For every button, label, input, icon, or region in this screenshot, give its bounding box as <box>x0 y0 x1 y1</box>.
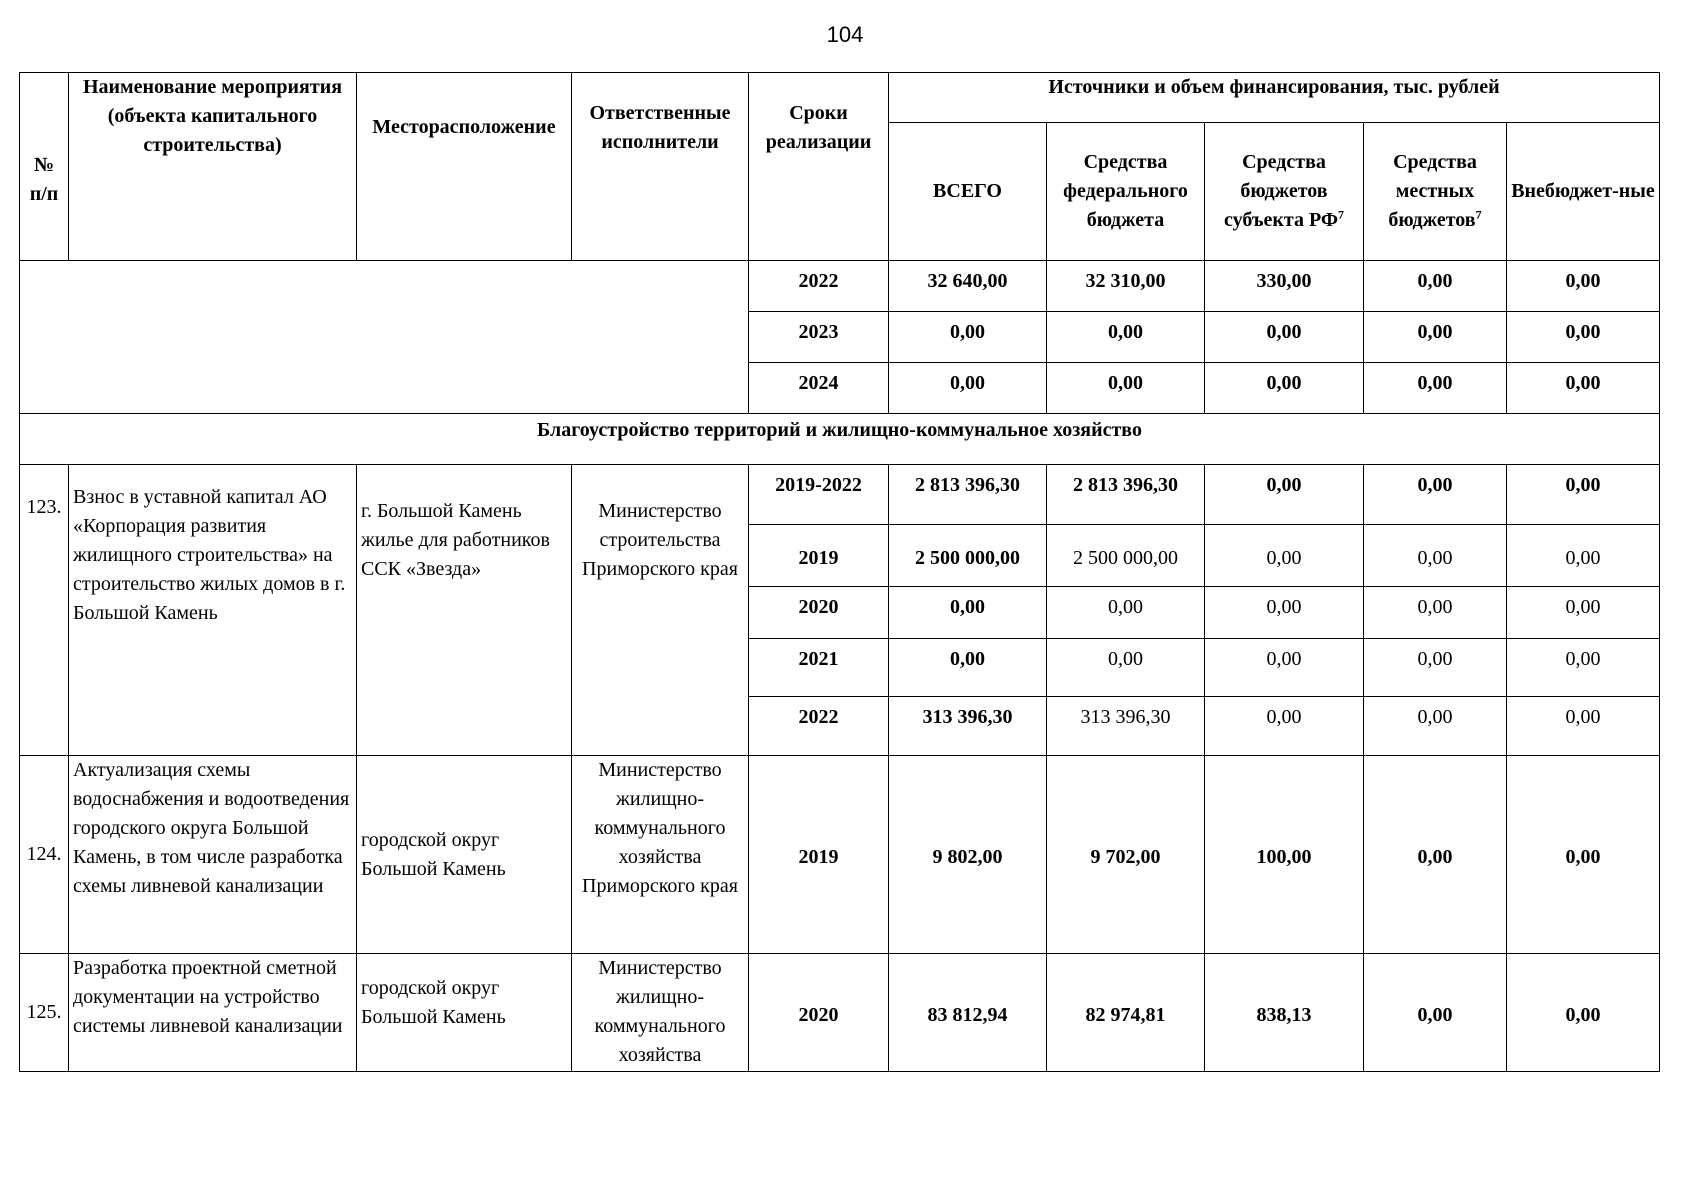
extra-cell: 0,00 <box>1507 587 1660 639</box>
regional-cell: 0,00 <box>1205 363 1364 414</box>
item-location: г. Большой Камень жилье для работников ССК «Звезда» <box>357 465 572 756</box>
section-title: Благоустройство территорий и жилищно-коммунальное хозяйство <box>20 414 1660 465</box>
year-cell: 2019-2022 <box>749 465 889 525</box>
total-cell: 0,00 <box>889 312 1047 363</box>
item-number: 125. <box>20 954 69 1072</box>
year-cell: 2022 <box>749 261 889 312</box>
year-cell: 2022 <box>749 697 889 756</box>
total-cell: 313 396,30 <box>889 697 1047 756</box>
local-cell: 0,00 <box>1364 261 1507 312</box>
table-row <box>20 954 1660 1072</box>
year-cell: 2019 <box>749 756 889 954</box>
federal-cell: 0,00 <box>1047 363 1205 414</box>
year-cell: 2024 <box>749 363 889 414</box>
regional-cell: 0,00 <box>1205 697 1364 756</box>
federal-cell: 0,00 <box>1047 312 1205 363</box>
year-cell: 2019 <box>749 525 889 587</box>
header-federal: Средства федерального бюджета <box>1047 123 1205 261</box>
header-local: Средства местных бюджетов$^7$ <box>1364 123 1507 261</box>
table-row <box>20 465 1660 525</box>
year-cell: 2021 <box>749 639 889 697</box>
item-responsible: Министерство строительства Приморского края <box>572 465 749 756</box>
header-regional: Средства бюджетов субъекта $РФ^7$ <box>1205 123 1364 261</box>
extra-cell: 0,00 <box>1507 261 1660 312</box>
table-row <box>20 261 1660 312</box>
total-cell: 9 802,00 <box>889 756 1047 954</box>
total-cell: 0,00 <box>889 363 1047 414</box>
item-name: Разработка проектной сметной документации на устройство системы ливневой канализации <box>69 954 357 1072</box>
regional-cell: 0,00 <box>1205 465 1364 525</box>
regional-cell: 838,13 <box>1205 954 1364 1072</box>
total-cell: 2 813 396,30 <box>889 465 1047 525</box>
year-cell: 2023 <box>749 312 889 363</box>
federal-cell: 2 500 000,00 <box>1047 525 1205 587</box>
federal-cell: 0,00 <box>1047 587 1205 639</box>
financing-table <box>19 72 1660 1072</box>
extra-cell: 0,00 <box>1507 465 1660 525</box>
header-extra: Внебюджет-ные <box>1507 123 1660 261</box>
local-cell: 0,00 <box>1364 525 1507 587</box>
local-cell: 0,00 <box>1364 639 1507 697</box>
extra-cell: 0,00 <box>1507 697 1660 756</box>
regional-cell: 0,00 <box>1205 587 1364 639</box>
total-cell: 0,00 <box>889 587 1047 639</box>
regional-cell: 0,00 <box>1205 525 1364 587</box>
header-row-1 <box>20 73 1660 123</box>
federal-cell: 2 813 396,30 <box>1047 465 1205 525</box>
extra-cell: 0,00 <box>1507 363 1660 414</box>
total-cell: 0,00 <box>889 639 1047 697</box>
local-cell: 0,00 <box>1364 363 1507 414</box>
local-cell: 0,00 <box>1364 954 1507 1072</box>
regional-cell: 0,00 <box>1205 312 1364 363</box>
local-cell: 0,00 <box>1364 756 1507 954</box>
local-cell: 0,00 <box>1364 697 1507 756</box>
item-number: 124. <box>20 756 69 954</box>
total-cell: 32 640,00 <box>889 261 1047 312</box>
header-responsible: Ответственные исполнители <box>572 73 749 261</box>
total-cell: 83 812,94 <box>889 954 1047 1072</box>
table-row <box>20 756 1660 954</box>
local-cell: 0,00 <box>1364 465 1507 525</box>
regional-cell: 330,00 <box>1205 261 1364 312</box>
item-number: 123. <box>20 465 69 756</box>
extra-cell: 0,00 <box>1507 312 1660 363</box>
extra-cell: 0,00 <box>1507 756 1660 954</box>
section-row <box>20 414 1660 465</box>
extra-cell: 0,00 <box>1507 639 1660 697</box>
header-location: Месторасположение <box>357 73 572 261</box>
federal-cell: 32 310,00 <box>1047 261 1205 312</box>
item-responsible: Министерство жилищно-коммунального хозяйства Приморского края <box>572 756 749 954</box>
regional-cell: 100,00 <box>1205 756 1364 954</box>
regional-cell: 0,00 <box>1205 639 1364 697</box>
local-cell: 0,00 <box>1364 587 1507 639</box>
federal-cell: 9 702,00 <box>1047 756 1205 954</box>
header-no: № п/п <box>20 73 69 261</box>
extra-cell: 0,00 <box>1507 525 1660 587</box>
local-cell: 0,00 <box>1364 312 1507 363</box>
page-number: 104 <box>826 22 864 47</box>
federal-cell: 82 974,81 <box>1047 954 1205 1072</box>
item-location: городской округ Большой Камень <box>357 756 572 954</box>
total-cell: 2 500 000,00 <box>889 525 1047 587</box>
extra-cell: 0,00 <box>1507 954 1660 1072</box>
header-sources: Источники и объем финансирования, тыс. рублей <box>889 73 1660 123</box>
item-name: Взнос в уставной капитал АО «Корпорация развития жилищного строительства» на строительство жилых домов в г. Большой Камень <box>69 465 357 756</box>
federal-cell: 313 396,30 <box>1047 697 1205 756</box>
header-name: Наименование мероприятия (объекта капитального строительства) <box>69 73 357 261</box>
item-name: Актуализация схемы водоснабжения и водоотведения городского округа Большой Камень, в том числе разработка схемы ливневой канализации <box>69 756 357 954</box>
federal-cell: 0,00 <box>1047 639 1205 697</box>
item-responsible: Министерство жилищно-коммунального хозяйства <box>572 954 749 1072</box>
year-cell: 2020 <box>749 587 889 639</box>
year-cell: 2020 <box>749 954 889 1072</box>
header-terms: Сроки реализации <box>749 73 889 261</box>
header-total: ВСЕГО <box>889 123 1047 261</box>
item-location: городской округ Большой Камень <box>357 954 572 1072</box>
empty-merged-cell <box>20 261 749 414</box>
